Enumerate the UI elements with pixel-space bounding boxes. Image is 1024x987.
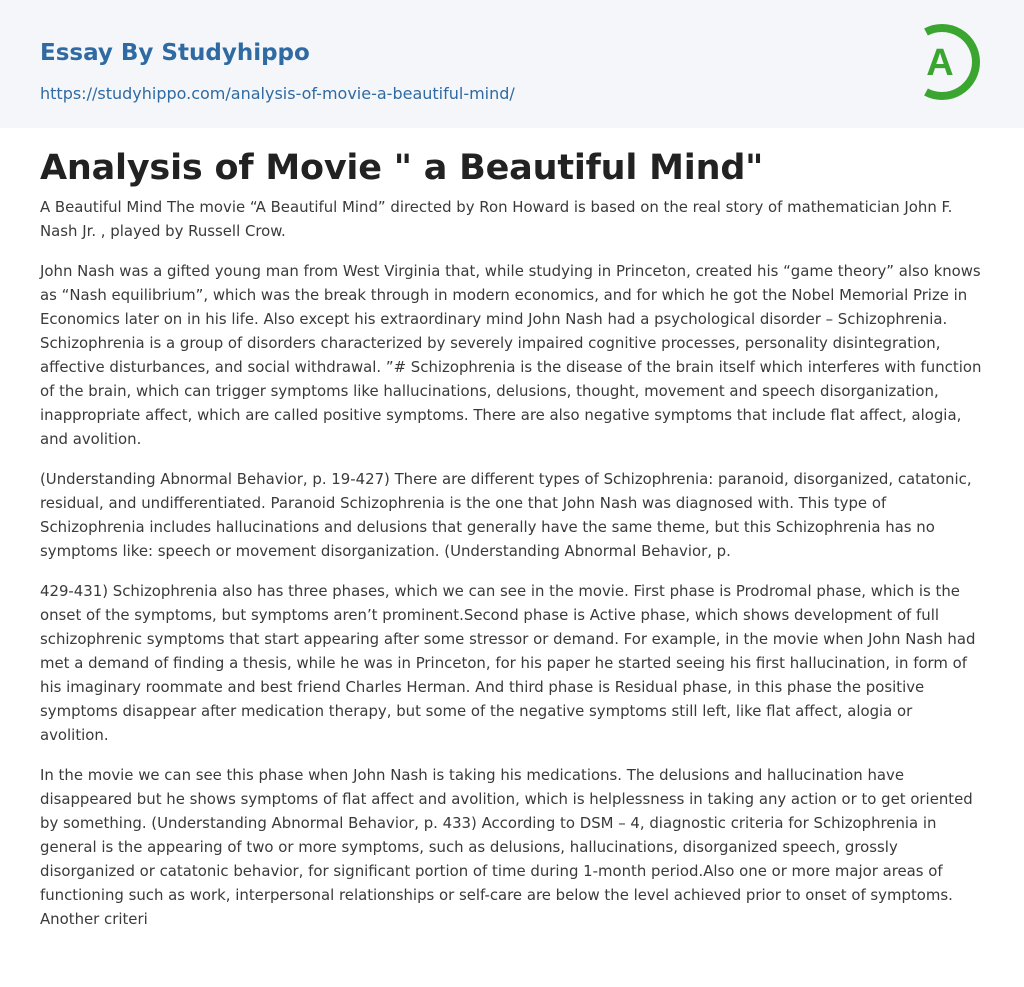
article-paragraph: (Understanding Abnormal Behavior, p. 19-427) There are different types of Schizophrenia: paranoid, disorganized, catatonic, residual, and undifferentiated. Paranoid Schizophrenia is the one that John Nash was diagnosed with. This type of Schizophrenia includes hallucinations and delusions that generally have the same theme, but this Schizophrenia has no symptoms like: speech or movement disorganization. (Understanding Abnormal Behavior, p. <box>40 470 972 560</box>
article-paragraph: 429-431) Schizophrenia also has three phases, which we can see in the movie. First phase is Prodromal phase, which is the onset of the symptoms, but symptoms aren’t prominent.Second phase is Active phase, which shows development of full schizophrenic symptoms that start appearing after some stressor or demand. For example, in the movie when John Nash had met a demand of finding a thesis, while he was in Princeton, for his paper he started seeing his first hallucination, in form of his imaginary roommate and best friend Charles Herman. And third phase is Residual phase, in this phase the positive symptoms disappear after medication therapy, but some of the negative symptoms still left, like flat affect, alogia or avolition. <box>40 582 976 744</box>
article-paragraph: In the movie we can see this phase when John Nash is taking his medications. The delusions and hallucination have disappeared but he shows symptoms of flat affect and avolition, which is helplessness in taking any action or to get oriented by something. (Understanding Abnormal Behavior, p. 433) According to DSM – 4, diagnostic criteria for Schizophrenia in general is the appearing of two or more symptoms, such as delusions, hallucinations, disorganized speech, grossly disorganized or catatonic behavior, for significant portion of time during 1-month period.Also one or more major areas of functioning such as work, interpersonal relationships or self-care are below the level achieved prior to onset of symptoms. Another criteri <box>40 766 973 928</box>
site-header <box>0 0 1024 128</box>
source-url-link[interactable]: https://studyhippo.com/analysis-of-movie-a-beautiful-mind/ <box>40 84 515 103</box>
studyhippo-logo-icon[interactable] <box>912 18 988 106</box>
article-paragraph: A Beautiful Mind The movie “A Beautiful Mind” directed by Ron Howard is based on the real story of mathematician John F. Nash Jr. , played by Russell Crow. <box>40 198 953 240</box>
article <box>40 146 984 947</box>
logo-letter: A <box>926 42 954 84</box>
brand-name[interactable]: Essay By Studyhippo <box>40 40 310 66</box>
page-title: Analysis of Movie " a Beautiful Mind" <box>40 148 764 188</box>
article-paragraph: John Nash was a gifted young man from West Virginia that, while studying in Princeton, created his “game theory” also knows as “Nash equilibrium”, which was the break through in modern economics, and for which he got the Nobel Memorial Prize in Economics later on in his life. Also except his extraordinary mind John Nash had a psychological disorder – Schizophrenia. Schizophrenia is a group of disorders characterized by severely impaired cognitive processes, personality disintegration, affective disturbances, and social withdrawal. ”# Schizophrenia is the disease of the brain itself which interferes with function of the brain, which can trigger symptoms like hallucinations, delusions, thought, movement and speech disorganization, inappropriate affect, which are called positive symptoms. There are also negative symptoms that include flat affect, alogia, and avolition. <box>40 262 982 448</box>
